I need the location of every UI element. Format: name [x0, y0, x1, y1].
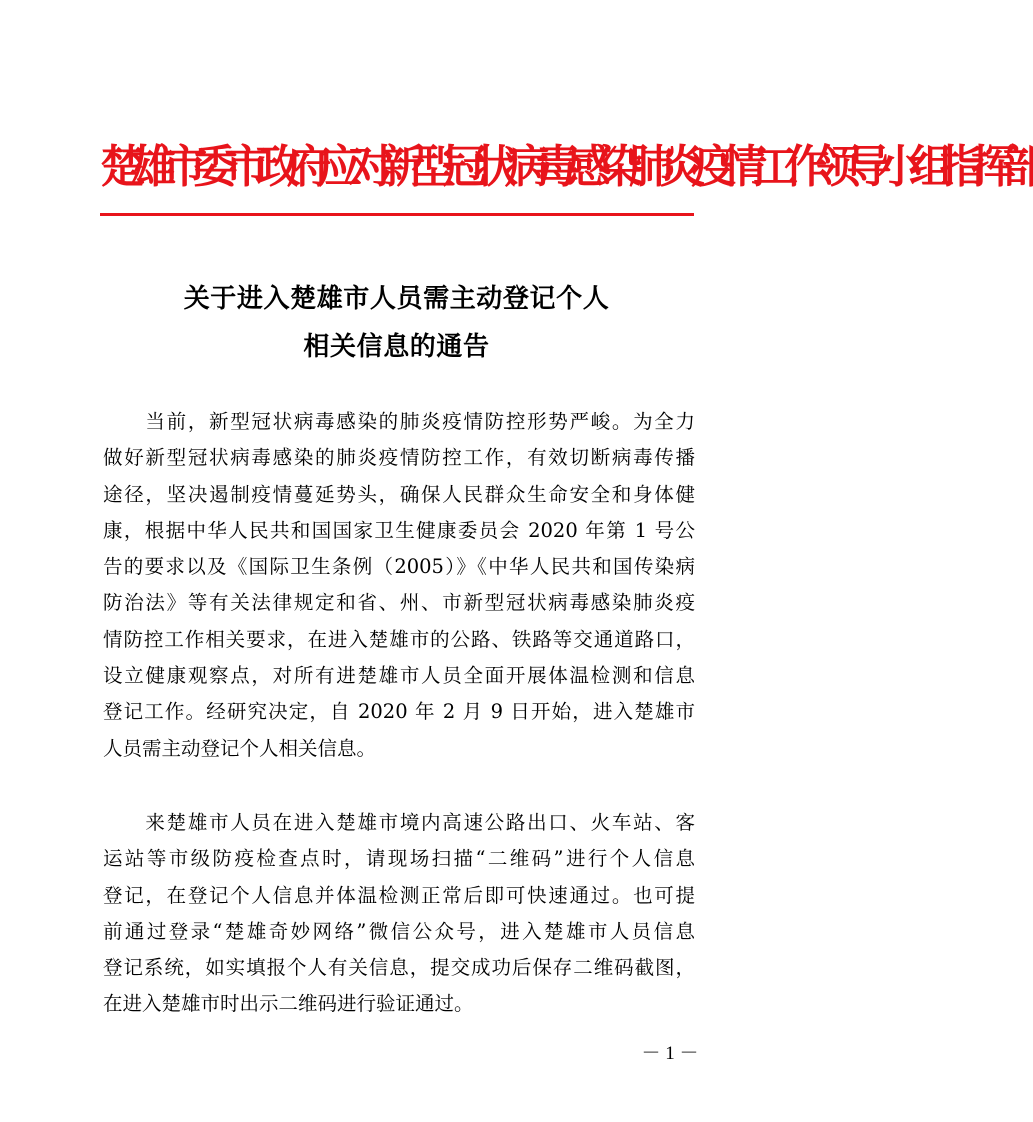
paragraph-line: 前通过登录“楚雄奇妙网络”微信公众号，进入楚雄市人员信息 [103, 919, 695, 943]
paragraph-line: 防治法》等有关法律规定和省、州、市新型冠状病毒感染肺炎疫 [103, 591, 695, 615]
paragraph-line: 途径，坚决遏制疫情蔓延势头，确保人民群众生命安全和身体健 [103, 482, 695, 506]
notice-title-line-2: 相关信息的通告 [303, 332, 490, 362]
red-header-rule [100, 213, 694, 216]
red-header-org-name: 楚雄市委市政府应对新型冠状病毒感染肺炎疫情工作领导小组指挥部 [100, 140, 1033, 193]
paragraph-line: 当前，新型冠状病毒感染的肺炎疫情防控形势严峻。为全力 [103, 410, 695, 433]
paragraph-line: 在进入楚雄市时出示二维码进行验证通过。 [103, 992, 474, 1016]
paragraph-line: 情防控工作相关要求，在进入楚雄市的公路、铁路等交通道路口， [103, 627, 695, 651]
paragraph-line: 告的要求以及《国际卫生条例（2005）》《中华人民共和国传染病 [103, 555, 695, 579]
paragraph-line: 登记系统，如实填报个人有关信息，提交成功后保存二维码截图， [103, 956, 695, 980]
paragraph-line: 做好新型冠状病毒感染的肺炎疫情防控工作，有效切断病毒传播 [103, 446, 695, 470]
notice-title-line-1: 关于进入楚雄市人员需主动登记个人 [183, 284, 610, 314]
paragraph-2 [103, 805, 695, 1023]
paragraph-line: 登记，在登记个人信息并体温检测正常后即可快速通过。也可提 [103, 883, 695, 907]
paragraph-line: 登记工作。经研究决定，自 2020 年 2 月 9 日开始，进入楚雄市 [103, 700, 695, 724]
page-number: － 1 － [641, 1043, 699, 1064]
paragraph-line: 人员需主动登记个人相关信息。 [103, 736, 377, 760]
paragraph-1 [103, 404, 695, 767]
paragraph-line: 设立健康观察点，对所有进楚雄市人员全面开展体温检测和信息 [103, 664, 695, 688]
paragraph-line: 康，根据中华人民共和国国家卫生健康委员会 2020 年第 1 号公 [103, 518, 695, 542]
paragraph-line: 运站等市级防疫检查点时，请现场扫描“二维码”进行个人信息 [103, 847, 695, 871]
paragraph-line: 来楚雄市人员在进入楚雄市境内高速公路出口、火车站、客 [103, 811, 695, 834]
